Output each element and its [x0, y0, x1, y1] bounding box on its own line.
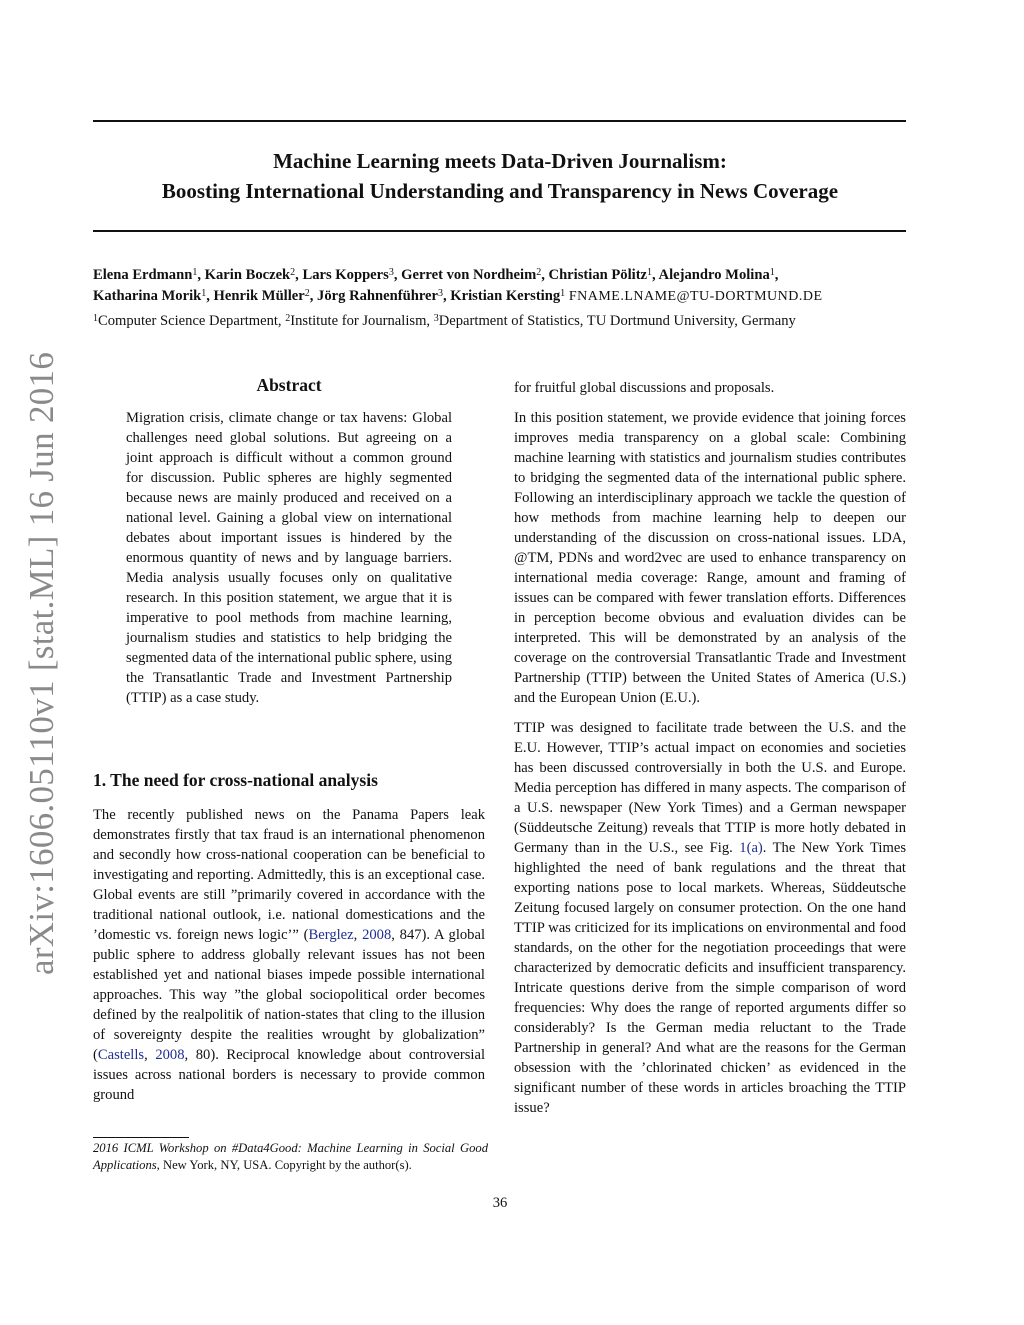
citation-castells-link[interactable]: Castells — [97, 1047, 145, 1063]
footnote-rule — [93, 1137, 189, 1138]
author-affiliation-number: 1 — [201, 288, 207, 299]
title-line-2: Boosting International Understanding and Transparency in News Coverage — [161, 179, 839, 203]
author-name: Lars Koppers — [302, 267, 389, 283]
author-name: Jörg Rahnenführer — [317, 288, 438, 304]
citation-berglez-link[interactable]: Berglez — [308, 927, 354, 943]
title-bottom-rule — [93, 230, 906, 232]
citation-castells-year-link[interactable]: 2008 — [155, 1047, 185, 1063]
paper-title — [60, 146, 940, 206]
footnote-venue: 2016 ICML Workshop on #Data4Good: Machine Learning in Social Good Applications — [93, 1141, 488, 1172]
paragraph-text: TTIP was designed to facilitate trade between the U.S. and the E.U. However, TTIP’s actual impact on economies and societies has been discussed controversially in both the U.S. and Europe. Media perception has differed in many aspects. The comparison of a U.S. newspaper (New York Times) and a German newspaper (Süddeutsche Zeitung) reveals that TTIP is more hotly debated in Germany than in the U.S., see Fig. — [514, 720, 906, 856]
arxiv-stamp: arXiv:1606.05110v1 [stat.ML] 16 Jun 2016 — [22, 351, 61, 975]
author-email[interactable]: FNAME.LNAME@TU-DORTMUND.DE — [568, 289, 823, 304]
author-name: Gerret von Nordheim — [401, 267, 537, 283]
abstract-text: Migration crisis, climate change or tax havens: Global challenges need global solutions. But agreeing on a joint approach is difficult without a common ground for discussion. Public spheres are highly segmented because news are mainly produced and received on a national level. Gaining a global view on international debates about important issues is hindered by the enormous quantity of news and by language barriers. Media analysis usually focuses only on qualitative research. In this position statement, we argue that it is imperative to pool methods from machine learning, journalism studies and statistics to help bridging the segmented data of the international public sphere, using the Transatlantic Trade and Investment Partnership (TTIP) as a case study. — [126, 410, 452, 706]
author-affiliation-number: 3 — [388, 267, 394, 278]
paragraph-text: , 80). Reciprocal knowledge about controversial issues across national borders is necessary to provide common ground — [93, 1047, 486, 1103]
author-affiliation-number: 1 — [192, 267, 198, 278]
citation-separator: , — [353, 927, 363, 943]
author-list: Elena Erdmann$^1$, Karin Boczek$^2$, Lars Koppers$^3$, Gerret von Nordheim$^2$, Christian Pölitz$^1$, Alejandro Molina$^1$, Katharina Morik$^1$, Henrik Müller$^2$, Jörg Rahnenführer$^3$, Kristian Kersting$^1$ FNAME.LNAME@TU-DORTMUND.DE — [93, 267, 823, 304]
author-affiliation-number: 1 — [560, 288, 566, 299]
paragraph — [514, 718, 906, 1118]
footnote — [93, 1140, 488, 1174]
affiliation-text: Department of Statistics, TU Dortmund University, Germany — [438, 313, 796, 329]
author-name: Henrik Müller — [213, 288, 305, 304]
affiliation-number: 1 — [93, 313, 98, 324]
author-affiliation-number: 1 — [647, 267, 653, 278]
citation-berglez-year-link[interactable]: 2008 — [362, 927, 392, 943]
author-name: Karin Boczek — [204, 267, 291, 283]
affiliations — [93, 311, 923, 331]
author-name: Christian Pölitz — [548, 267, 648, 283]
author-affiliation-number: 2 — [290, 267, 296, 278]
paragraph: In this position statement, we provide evidence that joining forces improves media transparency on a global scale: Combining machine learning with statistics and journalism studies contributes to bridging the segmented data of the international public sphere. Following an interdisciplinary approach we tackle the question of how methods from machine learning help to deepen our understanding of the discussion on cross-national issues. LDA, @TM, PDNs and word2vec are used to enhance transparency on international media coverage: Range, amount and framing of issues can be compared with fewer translation efforts. Differences in perception become obvious and evaluation divides can be interpreted. This will be demonstrated by an analysis of the coverage on the controversial Transatlantic Trade and Investment Partnership (TTIP) between the United States of America (U.S.) and the European Union (E.U.). — [514, 410, 906, 706]
section-1-paragraph — [93, 805, 485, 1105]
paragraph: for fruitful global discussions and proposals. — [514, 380, 775, 396]
affiliation-number: 3 — [433, 313, 439, 324]
paragraph-text: , 847). A global public sphere to address globally relevant issues has not been established yet and national biases impede possible international approaches. This way ”the global sociopolitical order becomes defined by the realpolitik of nation-states that cling to the illusion of sovereignty despite the realities wrought by globalization” ( — [93, 927, 485, 1063]
author-affiliation-number: 2 — [304, 288, 310, 299]
citation-separator: , — [144, 1047, 156, 1063]
abstract-heading: Abstract — [256, 375, 322, 395]
author-name: Elena Erdmann — [93, 267, 193, 283]
section-1-heading: 1. The need for cross-national analysis — [93, 770, 378, 790]
paragraph-text: . The New York Times highlighted the need of bank regulations and the threat that exporting nations pose to local markets. Whereas, Süddeutsche Zeitung focused largely on consumer protection. On the one hand TTIP was criticized for its implications on environmental and food standards, on the other for the negotiation proceedings that were characterized by democratic deficits and insufficient transparency. Intricate questions derive from the simple comparison of word frequencies: Why does the range of reported arguments differ so considerably? Is the German media reluctant to the Trade Partnership in general? And what are the reasons for the German obsession with the ’chlorinated chicken’ as evidenced in the significant number of these words in articles broaching the TTIP issue? — [514, 840, 906, 1116]
author-name: Katharina Morik — [93, 288, 202, 304]
figure-reference-link[interactable]: 1(a) — [739, 840, 763, 856]
author-affiliation-number: 3 — [438, 288, 443, 299]
footnote-rest: , New York, NY, USA. Copyright by the author(s). — [156, 1158, 412, 1172]
affiliation-text: Computer Science Department, — [98, 313, 286, 329]
author-name: Alejandro Molina — [658, 267, 770, 283]
affiliation-text: Institute for Journalism, — [290, 313, 434, 329]
page-number: 36 — [492, 1195, 508, 1211]
author-affiliation-number: 2 — [536, 267, 542, 278]
author-affiliation-number: 1 — [769, 267, 775, 278]
author-name: Kristian Kersting — [450, 288, 561, 304]
paragraph-text: The recently published news on the Panama Papers leak demonstrates firstly that tax fraud is an international phenomenon and secondly how cross-national cooperation can be beneficial to investigating and reporting. Admittedly, this is an exceptional case. Global events are still ”primarily covered in accordance with the traditional national outlook, i.e. national domestications and the ’domestic vs. foreign news logic’” ( — [93, 807, 485, 943]
title-line-1: Machine Learning meets Data-Driven Journalism: — [273, 149, 727, 173]
affiliation-number: 2 — [285, 313, 291, 324]
top-rule — [93, 120, 906, 122]
section-1-body — [93, 805, 485, 1105]
right-column — [514, 378, 906, 1128]
